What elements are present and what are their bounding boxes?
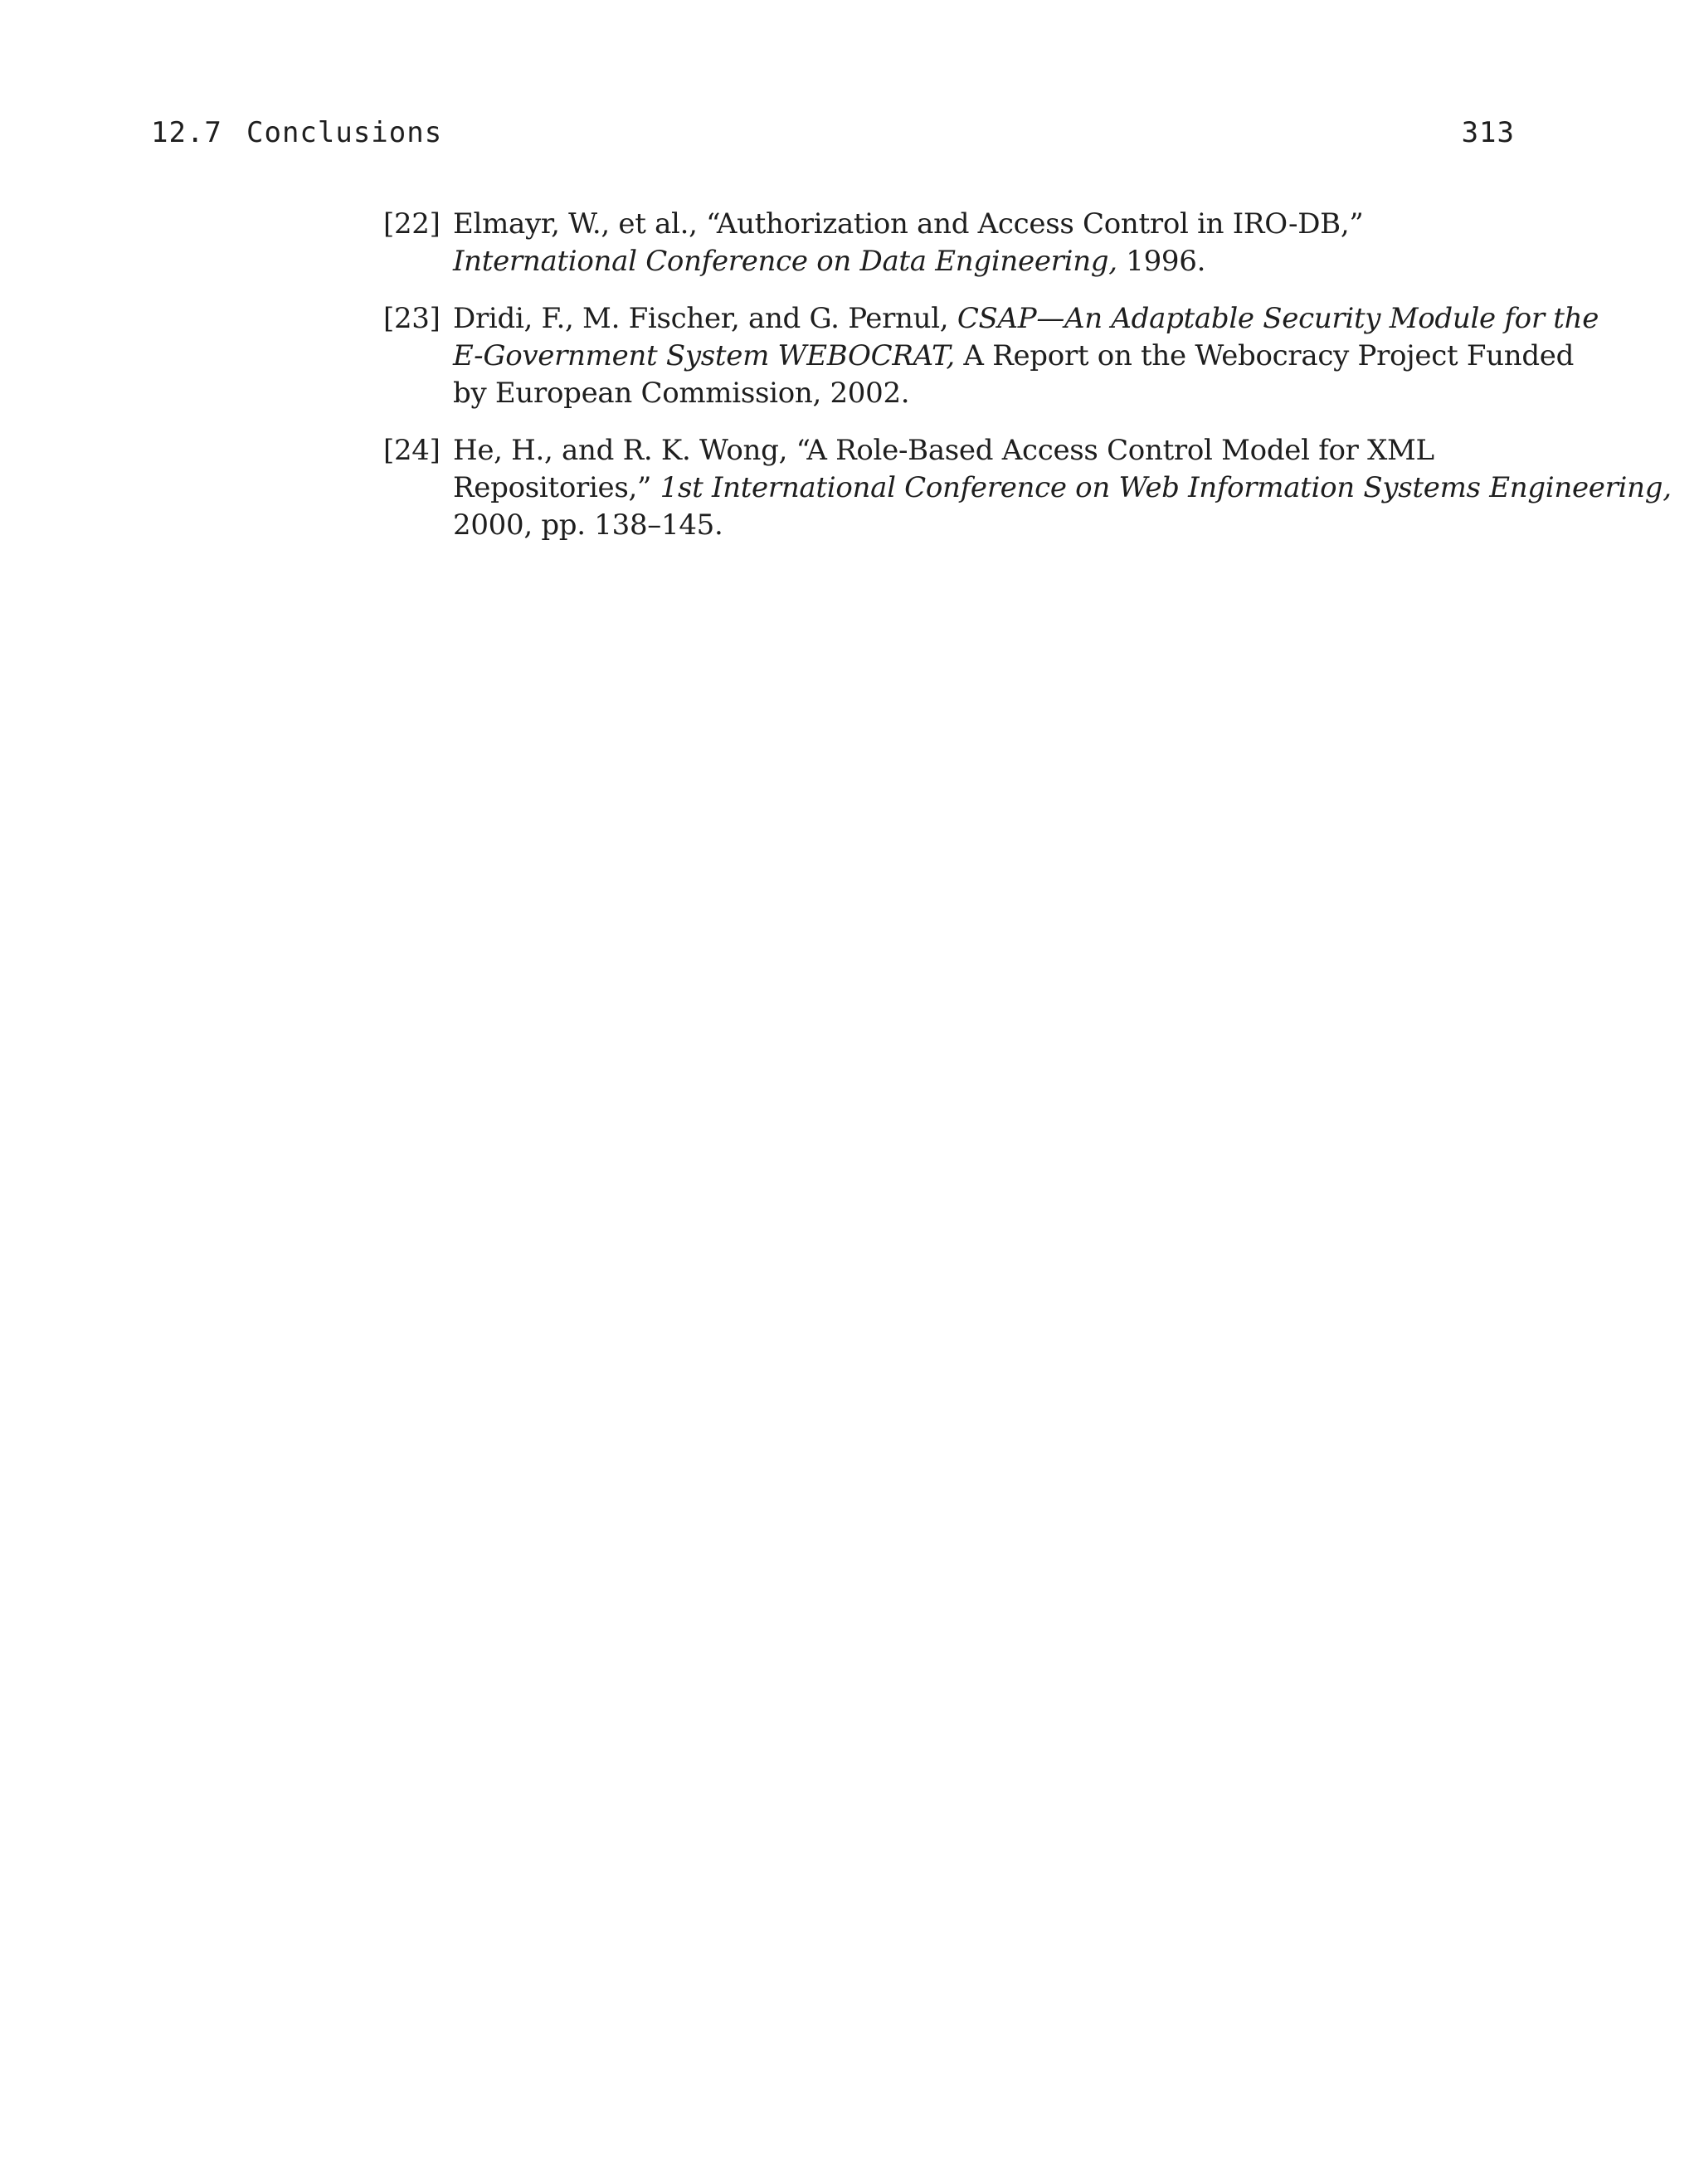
reference-line	[453, 300, 1599, 338]
reference-title: E-Government System WEBOCRAT,	[453, 339, 955, 372]
reference-line	[453, 469, 1672, 507]
reference-item	[383, 300, 1599, 412]
section-number: 12.7	[151, 116, 222, 149]
reference-line	[453, 338, 1575, 375]
reference-venue: 1st International Conference on Web Information Systems Engineering,	[660, 471, 1672, 504]
running-header	[151, 116, 1515, 154]
reference-text	[453, 300, 1599, 412]
page-number: 313	[1461, 116, 1515, 149]
reference-line	[453, 243, 1523, 280]
reference-number: [23]	[383, 302, 441, 335]
reference-line: Elmayr, W., et al., “Authorization and Access Control in IRO-DB,”	[453, 207, 1364, 241]
reference-item	[383, 206, 1523, 280]
reference-item	[383, 432, 1672, 544]
reference-source: A Report on the Webocracy Project Funded	[954, 339, 1575, 372]
reference-text	[453, 206, 1523, 280]
reference-number: [24]	[383, 434, 441, 467]
reference-line: He, H., and R. K. Wong, “A Role-Based Access Control Model for XML	[453, 434, 1434, 467]
reference-line: by European Commission, 2002.	[453, 377, 910, 410]
reference-line: 2000, pp. 138–145.	[453, 508, 723, 542]
section-title: Conclusions	[246, 116, 443, 149]
reference-authors: Dridi, F., M. Fischer, and G. Pernul,	[453, 302, 957, 335]
reference-number: [22]	[383, 207, 441, 241]
reference-list	[383, 206, 1672, 564]
section-heading	[151, 116, 442, 149]
reference-text	[453, 432, 1672, 544]
reference-title: CSAP—An Adaptable Security Module for the	[957, 302, 1599, 335]
reference-title: Repositories,”	[453, 471, 660, 504]
reference-venue: International Conference on Data Engineering,	[453, 245, 1117, 278]
reference-year: 1996.	[1117, 245, 1206, 278]
